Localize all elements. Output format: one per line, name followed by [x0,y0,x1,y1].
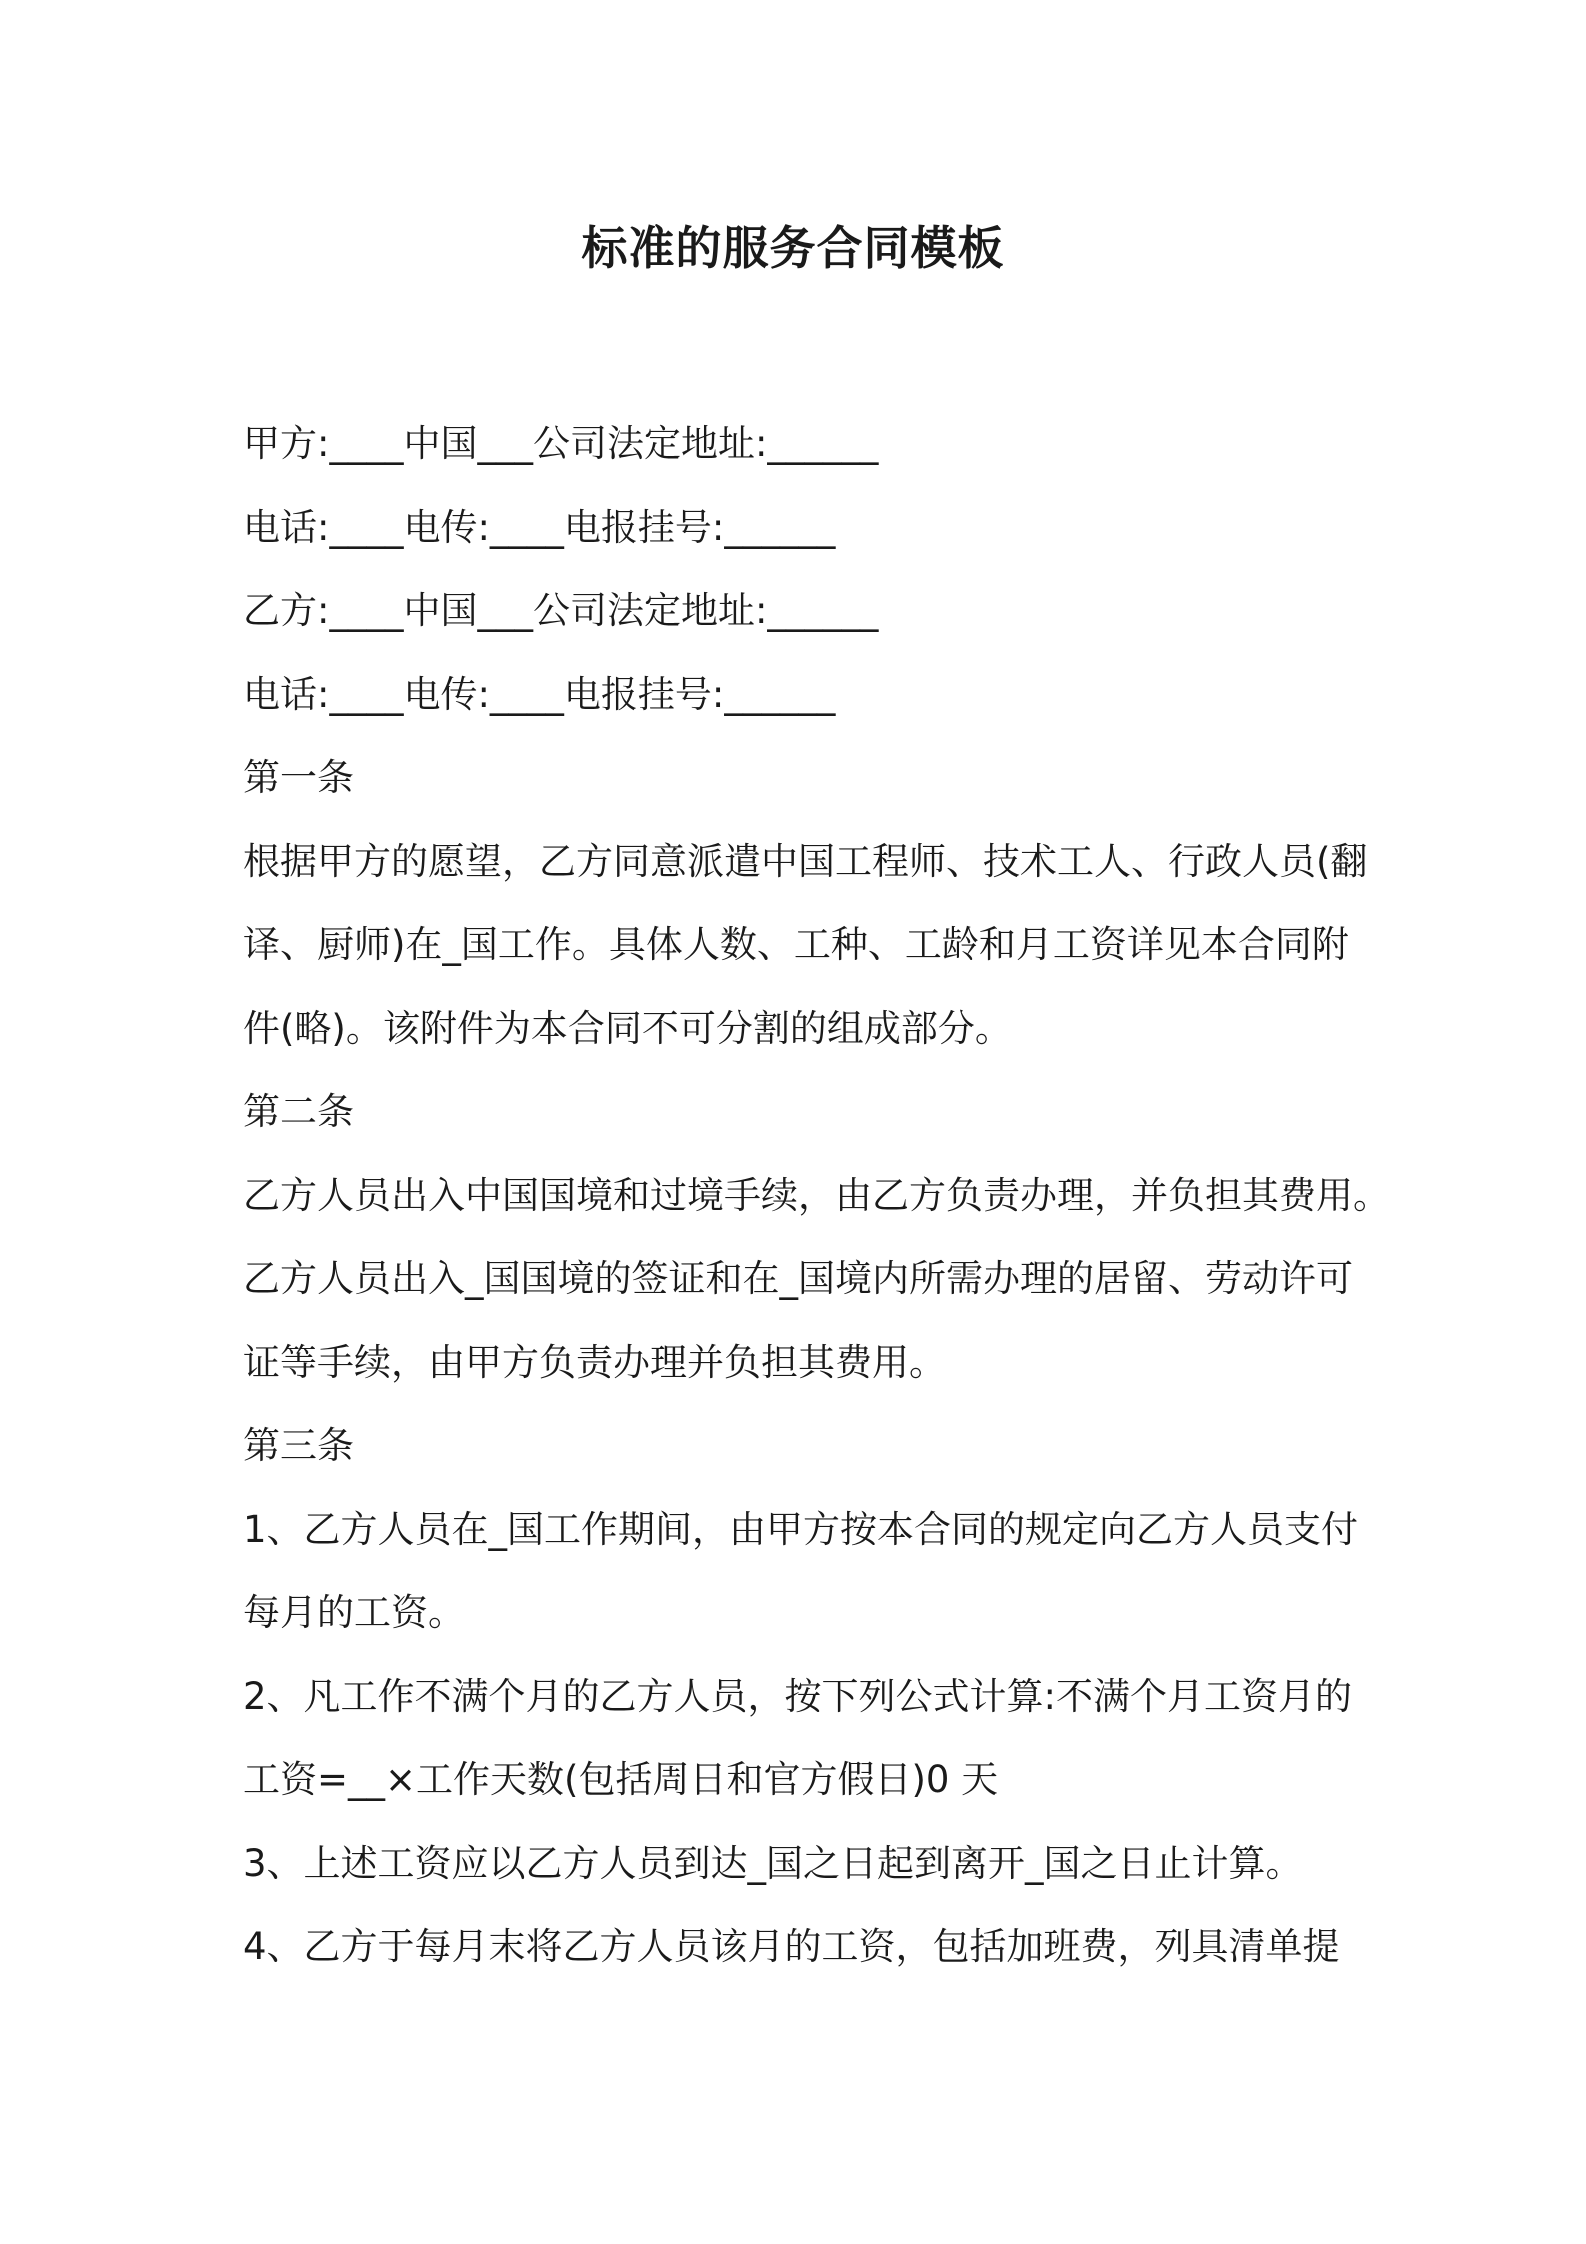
article-2-text-line: 乙方人员出入中国国境和过境手续，由乙方负责办理，并负担其费用。 [243,1173,1390,1217]
article-1-text-line: 件(略)。该附件为本合同不可分割的组成部分。 [243,1006,1012,1050]
article-3-item-1-line: 1、乙方人员在_国工作期间，由甲方按本合同的规定向乙方人员支付 [243,1507,1359,1551]
article-1-heading: 第一条 [243,756,354,799]
article-3-item-2-line: 工资=__×工作天数(包括周日和官方假日)0 天 [243,1758,999,1801]
article-3-heading: 第三条 [243,1424,354,1467]
article-3-item-4-line: 4、乙方于每月末将乙方人员该月的工资，包括加班费，列具清单提 [243,1925,1340,1968]
article-3-item-3-line: 3、上述工资应以乙方人员到达_国之日起到离开_国之日止计算。 [243,1841,1303,1885]
document-title: 标准的服务合同模板 [581,221,1005,275]
article-1-text-line: 译、厨师)在_国工作。具体人数、工种、工龄和月工资详见本合同附 [243,923,1349,966]
article-3-item-2-line: 2、凡工作不满个月的乙方人员，按下列公式计算:不满个月工资月的 [243,1674,1353,1718]
article-1-text-line: 根据甲方的愿望，乙方同意派遣中国工程师、技术工人、行政人员(翻 [243,839,1368,883]
party-a-line: 甲方:____中国___公司法定地址:______ [243,422,879,465]
party-b-line: 乙方:____中国___公司法定地址:______ [243,589,879,632]
article-3-item-1-line: 每月的工资。 [243,1591,465,1634]
article-2-text-line: 乙方人员出入_国国境的签证和在_国境内所需办理的居留、劳动许可 [243,1257,1353,1300]
document-body [243,402,1390,1989]
article-2-heading: 第二条 [243,1090,354,1133]
party-a-contact-line: 电话:____电传:____电报挂号:______ [243,505,836,549]
article-2-text-line: 证等手续，由甲方负责办理并负担其费用。 [243,1340,946,1384]
party-b-contact-line: 电话:____电传:____电报挂号:______ [243,672,836,716]
